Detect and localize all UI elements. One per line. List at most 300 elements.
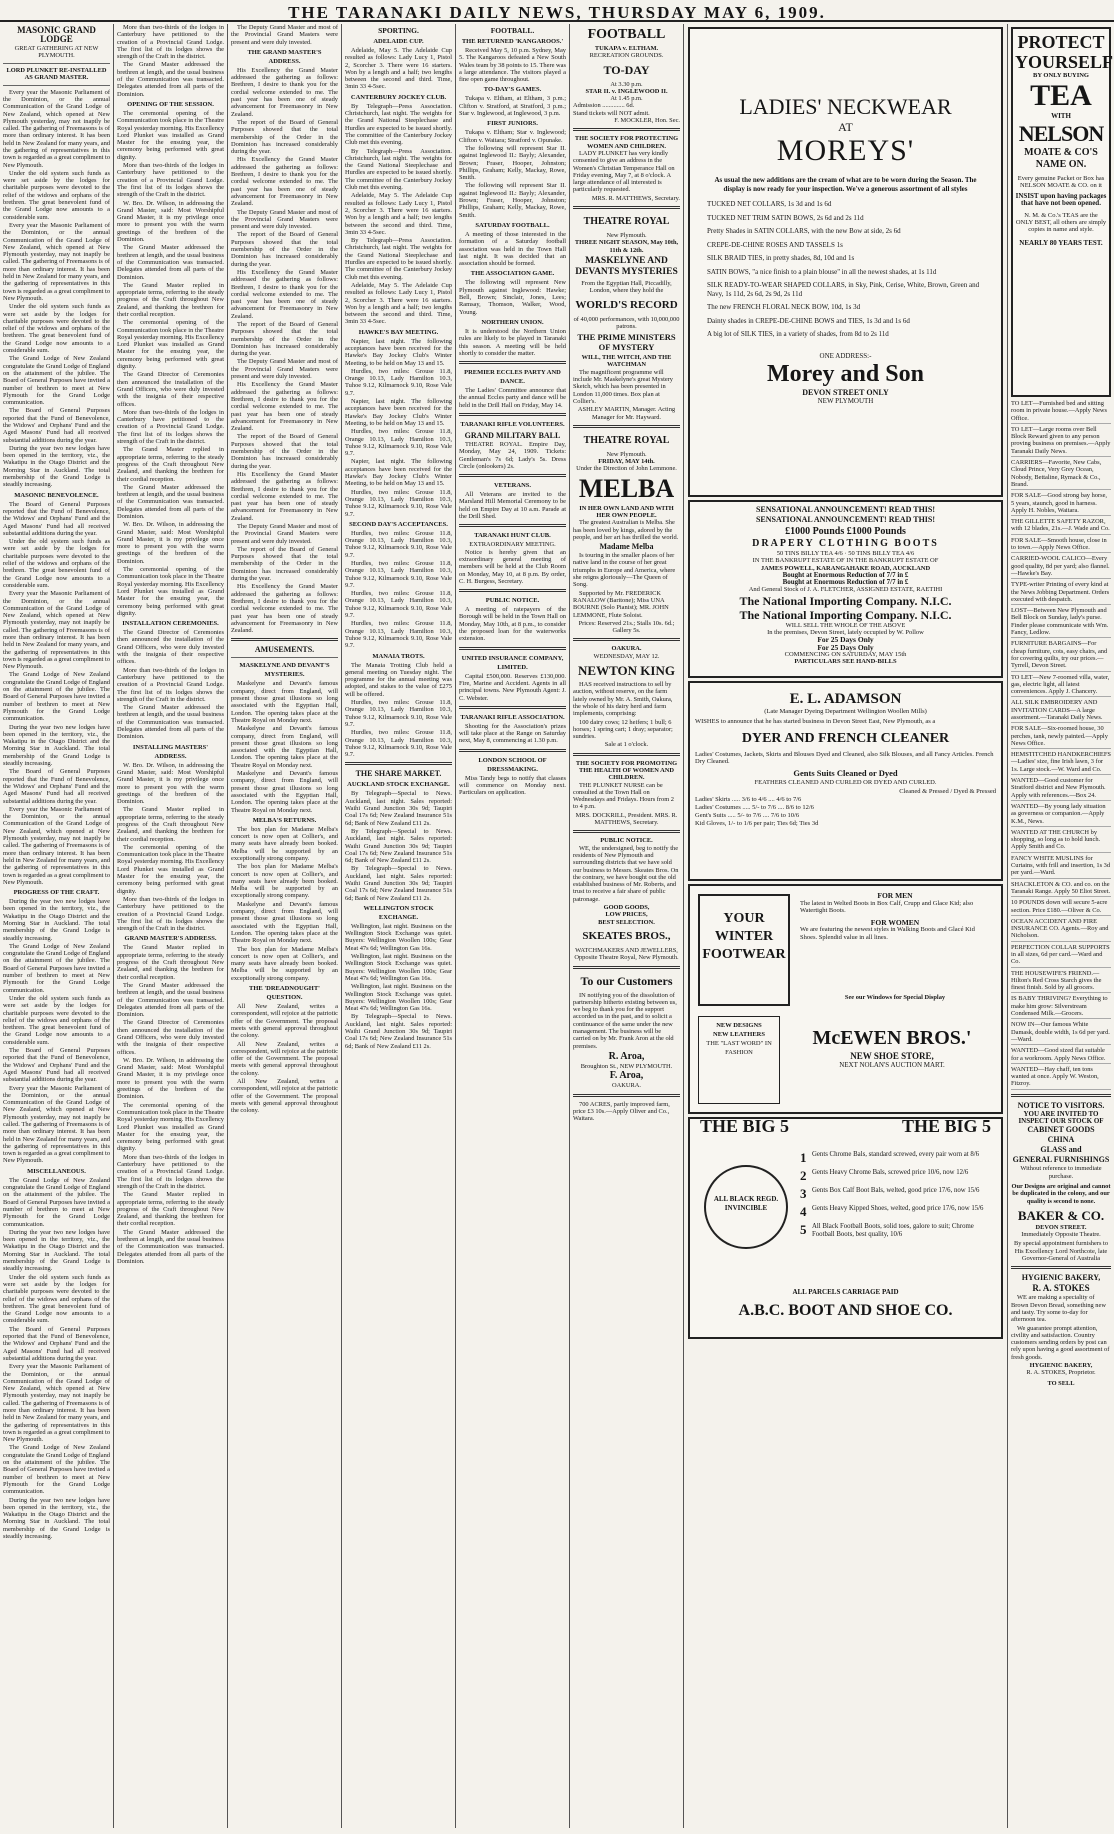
ad-line: DRAPERY CLOTHING BOOTS [752, 538, 939, 549]
ad-line: BEST SELECTION. [598, 918, 655, 926]
ad-line: Admission .............. 6d. [573, 102, 635, 110]
paragraph: The Grand Lodge of New Zealand congratulate the Grand Lodge of England on the attainment of the jubilee. The Board of General Purposes have invited a number of brethren to meet at New Plymouth for the Grand Lodge communication. [3, 671, 110, 723]
paragraph: The ceremonial opening of the Communication took place in the Theatre Royal yesterday morning. His Excellency Lord Plunket was installed as Grand Master for the ensuing year, the ceremony being performed with great dignity. [117, 566, 224, 617]
column-display-ads [684, 24, 1007, 1828]
ad-line: Prices: Reserved 21s.; Stalls 10s. 6d.; Gallery 5s. [578, 619, 675, 635]
classified-ad: PERFECTION COLLAR SUPPORTS in all sizes, 6d per card.—Ward and Co. [1011, 944, 1111, 968]
ad-line: We are featuring the newest styles in Walking Boots and Glacé Kid Shoes. Splendid value in all lines. [800, 926, 975, 941]
paragraph: The Grand Director of Ceremonies then announced the installation of the Grand Officers, who were duly invested with the insignia of their respective offices. [117, 371, 224, 408]
ad-nelson-tea [1011, 27, 1114, 397]
paragraph: His Excellency the Grand Master addressed the gathering as follows: Brethren, I desire to thank you for the cordial welcome extended to me. The past year has been one of steady advancement for Freemasonry in New Zealand. [231, 156, 338, 208]
price-row: Ladies' Costumes ..... 5/- to 7/6 .... 8/6 to 12/6 [695, 803, 814, 811]
paragraph: The Deputy Grand Master and most of the Provincial Grand Masters were present and were duly invested. [231, 358, 338, 381]
ad-heading-prime-ministers: THE PRIME MINISTERS OF MYSTERY [577, 332, 676, 353]
notice-heading: UNITED INSURANCE COMPANY, LIMITED. [461, 654, 564, 671]
section-heading: HAWKE'S BAY MEETING. [358, 328, 439, 336]
classified-ad: TO LET—Large rooms over Bell Block Reward given to any person proving business on premises.—Apply Taranaki Daily News. [1011, 426, 1111, 457]
ad-line: As usual the new additions are the cream of what are to be worn during the Season. The display is now ready for your inspection. We've a generous assortment of all styles [714, 176, 977, 193]
paragraph: The ceremonial opening of the Communication took place in the Theatre Royal yesterday morning. His Excellency Lord Plunket was installed as Grand Master for the ensuing year, the ceremony being performed with great dignity. [117, 843, 224, 895]
big5-number: 4 [800, 1204, 807, 1219]
ad-line: FOR MEN [877, 891, 913, 900]
paragraph: Hurdles, two miles: Grouse 11.8, Orange 10.13, Lady Hamilton 10.3, Tuhoe 9.12, Kilmarnock 9.10, Rose Vale 9.7. [345, 699, 452, 728]
classified-ad: ALL SILK EMBROIDERY AND INVITATION CARDS—A large assortment.—Taranaki Daily News. [1011, 699, 1111, 723]
section-heading: CANTERBURY JOCKEY CLUB. [350, 93, 447, 101]
ad-line: GLASS and [1040, 1145, 1082, 1155]
paragraph: During the year two new lodges have been opened in the territory, viz., the Wakatipu in the Otago District and the Morning Star in Auckland. The total membership of the Grand Lodge is steadily increasing. [3, 723, 110, 768]
section-heading-sporting: SPORTING. [378, 26, 419, 35]
ad-line: HYGIENIC BAKERY, [1029, 1361, 1093, 1369]
column-classifieds [1008, 24, 1114, 1828]
ad-heading: LADIES' NECKWEAR [739, 94, 952, 119]
paragraph: The Grand Master addressed the brethren at length, and the usual business of the Communication was transacted. Delegates attended from all parts of the Dominion. [117, 1228, 224, 1265]
notice-subheading: EXTRAORDINARY MEETING. [469, 541, 556, 549]
paragraph: Under the old system such funds as were set aside by the lodges for charitable purposes were devoted to the relief of the widows and orphans of the brethren. The great benevolent fund of the Grand Lodge now amounts to a considerable sum. [3, 994, 110, 1046]
big5-list [800, 1151, 995, 1243]
classified-ad: FOR SALE—Six-roomed house, 30 perches, tank, newly painted.—Apply News Office. [1011, 725, 1111, 749]
ad-heading-football: FOOTBALL [587, 27, 666, 42]
paragraph: Maskelyne and Devant's famous company, direct from England, will present those great illusions so long associated with the Egyptian Hall, London. The opening takes place at the Theatre Royal on Monday next. [231, 725, 338, 769]
ad-heading-today: TO-DAY [603, 62, 650, 77]
ad-line: COMMENCING ON SATURDAY, MAY 15th [784, 650, 907, 658]
ad-line: WILL SELL THE WHOLE OF THE ABOVE [785, 621, 906, 629]
paragraph: By Telegraph—Special to News. Auckland, last night. Sales reported: Waihi Grand Junction 30s 9d; Taupiri Coal 17s 6d; New Zealand Insurance 51s 6d; Bank of New Zealand £11 2s. [345, 865, 452, 902]
column-amusement-ads [570, 24, 683, 1828]
paragraph: 700 ACRES, partly improved farm, price £3 10s.—Apply Oliver and Co., Waitara. [573, 1100, 670, 1123]
masthead [0, 0, 1114, 22]
ad-heading-large: DYER AND FRENCH CLEANER [741, 730, 950, 746]
ad-heading-record: WORLD'S RECORD [575, 298, 678, 311]
neckwear-item: SILK BRAID TIES, in pretty shades, 8d, 10d and 1s [707, 254, 855, 262]
article-subtitle: LORD PLUNKET RE-INSTALLED AS GRAND MASTER. [6, 66, 107, 82]
paragraph: During the year two new lodges have been opened in the territory, viz., the Wakatipu in the Otago District and the Morning Star in Auckland. The total membership of the Grand Lodge is steadily increasing. [3, 1228, 110, 1273]
notice-heading: TARANAKI RIFLE VOLUNTEERS. [460, 420, 565, 428]
ad-heading: THE BIG 5 [700, 1116, 790, 1136]
ad-line: 50 TINS BILLY TEA 4/6 · 50 TINS BILLY TEA 4/6 [776, 550, 915, 557]
paragraph: THEATRE ROYAL. Empire Day, Monday, May 24, 1909. Tickets: Gentleman's 7s 6d; Lady's 5s. Dress Circle (onlookers) 2s. [459, 440, 566, 470]
ad-line: WITH [1051, 112, 1071, 121]
paragraph: More than two-thirds of the lodges in Canterbury have petitioned to the creation of a Provincial Grand Lodge. The first list of its lodges shows the strength of the Craft in the district. [117, 408, 224, 446]
paragraph: Under the old system such funds as were set aside by the lodges for charitable purposes were devoted to the relief of the widows and orphans of the brethren. The great benevolent fund of the Grand Lodge now amounts to a considerable sum. [3, 1273, 110, 1325]
section-heading: INSTALLING MASTERS' ADDRESS. [132, 743, 209, 760]
paragraph: Adelaide, May 5. The Adelaide Cup resulted as follows: Lady Lucy 1, Pistol 2, Scorcher 3. There were 16 starters. Won by a length and a half; two lengths between the second and third. Time, 3min 33 4-5sec. [345, 281, 452, 326]
paragraph: The ceremonial opening of the Communication took place in the Theatre Royal yesterday morning. His Excellency Lord Plunket was installed as Grand Master for the ensuing year, the ceremony being performed with great dignity. [117, 1101, 224, 1153]
masthead-title: THE TARANAKI DAILY NEWS, THURSDAY MAY 6, 1909. [288, 3, 826, 22]
ad-line: Bought at Enormous Reduction of 7/7 in £ [782, 578, 909, 587]
ad-line: INSIST upon having packages that have not been opened. [1015, 192, 1107, 208]
price-row: Ladies' Skirts ..... 3/6 to 4/6 .... 4/6 to 7/6 [695, 795, 802, 803]
ad-store-name: Morey and Son [767, 360, 924, 387]
ad-heading: THE SOCIETY FOR PROMOTING THE HEALTH OF WOMEN AND CHILDREN. [575, 759, 678, 782]
paragraph: The Grand Lodge of New Zealand congratulate the Grand Lodge of England on the attainment of the jubilee. The Board of General Purposes have invited a number of brethren to meet at New Plymouth for the Grand Lodge communication. [3, 1444, 110, 1496]
ad-heading: THE SOCIETY FOR PROTECTING WOMEN AND CHILDREN. [574, 135, 679, 150]
paragraph: The Manaia Trotting Club held a general meeting on Tuesday night. The programme for the annual meeting was adopted, and stakes to the value of £275 will be offered. [345, 661, 452, 698]
ad-line: ONE ADDRESS:- [819, 351, 872, 360]
paragraph: The following will represent New Plymouth against Inglewood: Hawke; Bell, Brown; Sinclair, Jones, Lees; Ramsay, Thomson, Walker, Wood, Young. [459, 279, 566, 316]
ad-line: R. A. STOKES, Proprietor. [1026, 1369, 1096, 1377]
article-subtitle: GREAT GATHERING AT NEW PLYMOUTH. [14, 45, 99, 60]
big5-item [800, 1169, 995, 1183]
notice-heading: PREMIER ECCLES PARTY AND DANCE. [464, 369, 561, 386]
paragraph: All Veterans are invited to the Marsland Hill Memorial Ceremony to be held on Empire Day at 10 a.m. Parade at the Drill Shed. [459, 491, 566, 521]
ad-line: FEATHERS CLEANED AND CURLED OR DYED AND CURLED. [754, 779, 937, 787]
big5-item-text: Gents Chrome Bals, standard screwed, every pair worn at 8/6 [812, 1151, 980, 1158]
ad-line: WEDNESDAY, MAY 12. [593, 652, 660, 660]
classified-ad: TYPE-writer Printing of every kind at the News Jobbing Department. Orders executed with despatch. [1011, 581, 1111, 605]
section-heading: MELBA'S RETURNS. [252, 816, 317, 824]
paragraph: The Grand Master replied in appropriate terms, referring to the steady progress of the Craft throughout New Zealand, and thanking the brethren for their cordial reception. [117, 281, 224, 318]
classified-ad: THE HOUSEWIFE'S FRIEND.—Hilton's Red Cross Starch gives the finest finish. Sold by all grocers. [1011, 970, 1111, 994]
paragraph: Hurdles, two miles: Grouse 11.8, Orange 10.13, Lady Hamilton 10.3, Tuhoe 9.12, Kilmarnock 9.10, Rose Vale 9.7. [345, 590, 452, 620]
neckwear-item: TUCKED NET TRIM SATIN BOWS, 2s 6d and 2s 11d [707, 213, 864, 222]
section-heading: MASONIC BENEVOLENCE. [14, 491, 99, 499]
classified-ad: FURNITURE BARGAINS—For cheap furniture, cots, easy chairs, and for covering quilts, try our prices.—Tyrrell, Devon Street. [1011, 640, 1111, 671]
paragraph: The greatest Australian is Melba. She has been loved by kings, adored by the people, and her art has thrilled the world. [573, 519, 679, 541]
ad-line: THE "LAST WORD" IN FASHION [706, 1040, 772, 1056]
paragraph: More than two-thirds of the lodges in Canterbury have petitioned to the creation of a Provincial Grand Lodge. The first list of its lodges shows the strength of the Craft in the district. [117, 895, 224, 933]
neckwear-item: SATIN BOWS, "a nice finish to a plain blouse" in all the newest shades, at 1s 11d [707, 267, 937, 276]
paragraph: The Grand Master addressed the brethren at length, and the usual business of the Communication was transacted. Delegates attended from all parts of the Dominion. [117, 61, 224, 98]
section-heading-share-market: THE SHARE MARKET. [355, 769, 442, 779]
ad-line: FOOTWEAR [702, 947, 786, 962]
paragraph: Napier, last night. The following acceptances have been received for the Hawke's Bay Jockey Club's Winter Meeting, to be held on May 13 and 15. [345, 398, 452, 427]
big5-item [800, 1205, 995, 1219]
column-sporting [342, 24, 455, 1828]
section-heading: SATURDAY FOOTBALL. [475, 221, 550, 229]
ad-abc-boot [688, 1117, 1003, 1339]
ad-line: From the Egyptian Hall, Piccadilly, London, where they hold the [581, 279, 672, 295]
big5-item-text: Gents Box Calf Boot Bals, welted, good price 17/6, now 15/6 [812, 1187, 980, 1194]
paragraph: The box plan for Madame Melba's concert is now open at Collier's, and many seats have already been booked. Melba will be supported by an exceptionally strong company. [231, 945, 338, 982]
paragraph: Adelaide, May 5. The Adelaide Cup resulted as follows: Lady Lucy 1, Pistol 2, Scorcher 3. There were 16 starters. Won by a length and a half; two lengths between the second and third. Time, 3min 33 4-5sec. [345, 192, 452, 236]
paragraph: The Grand Lodge of New Zealand congratulate the Grand Lodge of England on the attainment of the jubilee. The Board of General Purposes have invited a number of brethren to meet at New Plymouth for the Grand Lodge communication. [3, 355, 110, 407]
paragraph: The Grand Master replied in appropriate terms, referring to the steady progress of the Craft throughout New Zealand, and thanking the brethren for their cordial reception. [117, 1191, 224, 1228]
section-heading: OPENING OF THE SESSION. [127, 100, 214, 108]
paragraph: Miss Tandy begs to notify that classes will commence on Monday next. Particulars on application. [459, 774, 566, 797]
paragraph: Every year the Masonic Parliament of the Dominion, or the annual Communication of the Grand Lodge of New Zealand, which opened at New Plymouth yesterday, may not inaptly be called. The gathering of Freemasons is of more than ordinary interest. It has been held in New Zealand for many years, and the gathering of representatives in this town is regarded as a great compliment to New Plymouth. [3, 805, 111, 886]
ad-heading: SENSATIONAL ANNOUNCEMENT! READ THIS! [755, 505, 936, 514]
ad-line: Immediately Opposite Theatre. [1021, 1231, 1101, 1239]
neckwear-item: Pretty Shades in SATIN COLLARS, with the new Bow at side, 2s 6d [707, 227, 901, 235]
ad-line: NEW LEATHERS [713, 1031, 765, 1038]
invincible-seal-icon [704, 1165, 788, 1249]
paragraph: Hurdles, two miles: Grouse 11.8, Orange 10.13, Lady Hamilton 10.3, Tuhoe 9.12, Kilmarnock 9.10, Rose Vale 9.7. [345, 620, 452, 650]
paragraph: Napier, last night. The following acceptances have been received for the Hawke's Bay Jockey Club's Winter Meeting, to be held on May 13 and 15. [345, 458, 452, 488]
classified-list [1011, 400, 1111, 1090]
ad-moreys-neckwear [688, 27, 1003, 497]
paragraph: W. Bro. Dr. Wilson, in addressing the Grand Master, said: Most Worshipful Grand Master, it is my privilege once more to present you with the warm greetings of the brethren of the Dominion. [117, 1056, 224, 1101]
ad-line: NEW SHOE STORE, [850, 1051, 934, 1061]
paragraph: Wellington, last night. Business on the Wellington Stock Exchange was quiet. Buyers: Wellington Woollen 100s; Gear Meat 47s 6d; Wellington Gas 16s. [345, 983, 452, 1013]
ad-national-importing [688, 500, 1003, 678]
classified-ad: FANCY WHITE MUSLINS for Curtains, with frill and insertion, 1s 3d per yard.—Ward. [1011, 855, 1111, 879]
paragraph: Hurdles, two miles: Grouse 11.8, Orange 10.13, Lady Hamilton 10.3, Tuhoe 9.12, Kilmarnock 9.10, Rose Vale 9.7. [345, 367, 452, 397]
ad-heading-maskelyne: MASKELYNE AND DEVANTS MYSTERIES [575, 255, 678, 277]
ad-heading: PUBLIC NOTICE. [600, 837, 653, 845]
section-heading: THE GRAND MASTER'S ADDRESS. [247, 48, 322, 65]
footwear-details [800, 892, 990, 941]
ad-heading: HYGIENIC BAKERY, [1021, 1273, 1101, 1283]
paragraph: Adelaide, May 5. The Adelaide Cup resulted as follows: Lady Lucy 1, Pistol 2, Scorcher 3. There were 16 starters. Won by a length and a half; two lengths between the second and third. Time, 3min 33 4-5sec. [345, 47, 452, 91]
paragraph: A meeting of ratepayers of the Borough will be held in the Town Hall on Monday, May 10th, at 8 p.m., to consider the proposed loan for the waterworks extension. [459, 606, 566, 643]
ad-heading-melba: MELBA [578, 473, 675, 503]
ad-store-name: McEWEN BROS.' [812, 1027, 972, 1049]
ad-line: FRIDAY, MAY 14th. [598, 458, 655, 466]
paragraph: Every year the Masonic Parliament of the Dominion, or the annual Communication of the Grand Lodge of New Zealand, which opened at New Plymouth yesterday, may not inaptly be called. The gathering of Freemasons is of more than ordinary interest. It has been held in New Zealand for many years, and the gathering of representatives in this town is regarded as a great compliment to New Plymouth. [3, 590, 111, 671]
paragraph: Shooting for the Association's prizes will take place at the Range on Saturday next, May 8, commencing at 1.30 p.m. [459, 722, 566, 745]
paragraph: W. Bro. Dr. Wilson, in addressing the Grand Master, said: Most Worshipful Grand Master, it is my privilege once more to present you with the warm greetings of the brethren of the Dominion. [117, 199, 224, 244]
ad-heading-newton-king: NEWTON KING [578, 663, 675, 679]
paragraph: Hurdles, two miles: Grouse 11.8, Orange 10.13, Lady Hamilton 10.3, Tuhoe 9.12, Kilmarnock 9.10, Rose Vale 9.7. [345, 560, 452, 589]
ad-heading: SENSATIONAL ANNOUNCEMENT! READ THIS! [755, 515, 936, 524]
ad-signature: ASHLEY MARTIN, Manager. Acting Manager for Mr. Hayward. [577, 406, 676, 421]
neckwear-item: A big lot of SILK TIES, in a variety of shades, from 8d to 2s 11d [707, 330, 889, 338]
neckwear-item: CREPE-DE-CHINE ROSES AND TASSELS 1s [707, 240, 843, 249]
paragraph: Napier, last night. The following acceptances have been received for the Hawke's Bay Jockey Club's Winter Meeting, to be held on May 13 and 15. [345, 337, 452, 367]
ad-line: Ladies' Costumes, Jackets, Skirts and Blouses Dyed and Cleaned, also Silk Blouses, and all Fancy Articles. French Dry Cleaned. [695, 750, 994, 765]
ad-line: At 3.30 p.m. [610, 80, 643, 88]
paragraph: IN notifying you of the dissolution of partnership hitherto existing between us, we beg to thank you for the support accorded us in the past, and to solicit a continuance of the same under the new management. The business will be carried on by Mr. Frank Aron at the old premises. [573, 991, 677, 1050]
ad-line: YOUR [723, 911, 765, 926]
ad-heading-skeates: SKEATES BROS., [582, 929, 671, 942]
big5-item-text: Gents Heavy Chrome Bals, screwed price 10/6, now 12/6 [812, 1169, 969, 1176]
ad-heading: OAKURA. [611, 645, 642, 653]
ad-line: CHINA [1047, 1135, 1075, 1145]
paragraph: By Telegraph—Special to News. Auckland, last night. Sales reported: Waihi Grand Junction 30s 9d; Taupiri Coal 17s 6d; New Zealand Insurance 51s 6d; Bank of New Zealand £11 2s. [345, 827, 452, 865]
big5-item [800, 1151, 995, 1165]
classified-ad: TO LET—New 7-roomed villa, water, gas, electric light, all latest conveniences. Apply J. Chancery. [1011, 674, 1111, 698]
paragraph: The Board of General Purposes reported that the Fund of Benevolence, the Widows' and Orphans' Fund and the Aged Masons' Fund had all received substantial additions during the year. [3, 1047, 110, 1084]
ad-line: Every genuine Packet or Box has NELSON MOATE & CO. on it [1017, 174, 1105, 189]
paragraph: Under the old system such funds as were set aside by the lodges for charitable purposes were devoted to the relief of the widows and orphans of the brethren. The great benevolent fund of the Grand Lodge now amounts to a considerable sum. [3, 303, 110, 355]
big5-number: 1 [800, 1150, 807, 1165]
ad-line: DEVON STREET ONLY [802, 387, 889, 397]
paragraph: More than two-thirds of the lodges in Canterbury have petitioned to the creation of a Provincial Grand Lodge. The first list of its lodges shows the strength of the Craft in the district. [117, 666, 224, 703]
paragraph: The Grand Master replied in appropriate terms, referring to the steady progress of the Craft throughout New Zealand, and thanking the brethren for their cordial reception. [117, 446, 224, 483]
ad-line: In the premises, Devon Street, lately occupied by W. Pollow [767, 629, 924, 637]
big5-item [800, 1187, 995, 1201]
section-heading: MISCELLANEOUS. [27, 1167, 86, 1175]
paragraph: The Deputy Grand Master and most of the Provincial Grand Masters were present and were duly invested. [231, 24, 338, 46]
ad-heading-theatre: THEATRE ROYAL [583, 434, 670, 446]
paragraph: During the year two new lodges have been opened in the territory, viz., the Wakatipu in the Otago District and the Morning Star in Auckland. The total membership of the Grand Lodge is steadily increasing. [3, 1496, 110, 1541]
paragraph: Under the old system such funds as were set aside by the lodges for charitable purposes were devoted to the relief of the widows and orphans of the brethren. The great benevolent fund of the Grand Lodge now amounts to a considerable sum. [3, 169, 110, 221]
classified-ad: CARRIED-WOOL CALICO—Every good quality, 8d per yard; also flannel.—Hawke's Bay. [1011, 555, 1111, 579]
ad-line: And General Stock of J. A. FLETCHER, ASSIGNED ESTATE, RAETIHI [748, 586, 943, 594]
paragraph: The Deputy Grand Master and most of the Provincial Grand Masters were present and were duly invested. [231, 208, 338, 231]
ad-heading-customers: To our Customers [580, 973, 673, 988]
ad-signature: R. Aroa, [608, 1050, 645, 1062]
ad-line: WISHES to announce that he has started business in Devon Street East, New Plymouth, as a [695, 718, 936, 726]
paragraph: Supported by Mr. FREDERICK RANALOW (Baritone); Miss UNA BOURNE (Solo Pianist); MR. JOHN LEMMONE, Flute Soloist. [573, 589, 669, 619]
ad-line: NEARLY 80 YEARS TEST. [1019, 238, 1103, 247]
paragraph: Every year the Masonic Parliament of the Dominion, or the annual Communication of the Grand Lodge of New Zealand, which opened at New Plymouth yesterday, may not inaptly be called. The gathering of Freemasons is of more than ordinary interest. It has been held in New Zealand for many years, and the gathering of representatives in this town is regarded as a great compliment to New Plymouth. [3, 1363, 111, 1444]
classified-ad: TO LET—Furnished bed and sitting room in private house.—Apply News Office. [1011, 400, 1111, 424]
paragraph: Wellington, last night. Business on the Wellington Stock Exchange was quiet. Buyers: Wellington Woollen 100s; Gear Meat 47s 6d; Wellington Gas 16s. [345, 953, 452, 982]
ad-line: Sale at 1 o'clock. [604, 741, 649, 749]
classified-ad: NOW IN—Our famous White Damask, double width, 1s 6d per yard.—Ward. [1011, 1021, 1111, 1045]
section-heading: SECOND DAY'S ACCEPTANCES. [349, 520, 448, 528]
paragraph: The report of the Board of General Purposes showed that the total membership of the Order in the Dominion has increased considerably during the year. [231, 118, 338, 156]
ad-line: FOR WOMEN [870, 917, 920, 927]
price-list [695, 796, 996, 828]
paragraph: The Board of General Purposes reported that the Fund of Benevolence, the Widows' and Orphans' Fund and the Aged Masons' Fund had all received substantial additions during the year. [3, 1325, 110, 1362]
section-heading: THE 'DREADNOUGHT' QUESTION. [249, 985, 320, 1002]
paragraph: Tukapa v. Eltham; Star v. Inglewood; Clifton v. Waitara; Stratford v. Opunake. [459, 129, 566, 144]
notice-heading: VETERANS. [493, 482, 532, 490]
neckwear-item-list [695, 200, 996, 339]
paragraph: The report of the Board of General Purposes showed that the total membership of the Order in the Dominion has increased considerably during the year. [231, 433, 338, 470]
paragraph: Wellington, last night. Business on the Wellington Stock Exchange was quiet. Buyers: Wellington Woollen 100s; Gear Meat 47s 6d; Wellington Gas 16s. [345, 922, 452, 952]
paragraph: The Grand Director of Ceremonies then announced the installation of the Grand Officers, who were duly invested with the insignia of their respective offices. [117, 629, 224, 666]
notice-heading-large: GRAND MILITARY BALL [464, 430, 561, 440]
classified-ad: CARRIERS—Favorite, New Cabs, Cloud Prince, Very Grey Ocean, Nobody, Bettaline, Rymack & Co., Brand. [1011, 459, 1111, 490]
neckwear-item: Dainty shades in CREPE-DE-CHINE BOWS and TIES, 1s 3d and 1s 6d [707, 316, 910, 325]
ad-line: £1000 Pounds £1000 Pounds [785, 526, 906, 537]
ad-line: ALL PARCELS CARRIAGE PAID [792, 1288, 899, 1296]
neckwear-item: The new FRENCH FLORAL NECK BOW, 10d, 1s 3d [707, 303, 861, 311]
ad-line: Madame Melba [599, 542, 654, 552]
paragraph: Hurdles, two miles: Grouse 11.8, Orange 10.13, Lady Hamilton 10.3, Tuhoe 9.12, Kilmarnock 9.10, Rose Vale 9.7. [345, 529, 452, 559]
paragraph: The box plan for Madame Melba's concert is now open at Collier's, and many seats have already been booked. Melba will be supported by an exceptionally strong company. [231, 825, 338, 862]
paragraph: All New Zealand, writes a correspondent, will rejoice at the patriotic offer of the Government. The proposal meets with general approval throughout the colony. [231, 1040, 338, 1077]
paragraph: By Telegraph—Press Association. Christchurch, last night. The weights for the Grand National Steeplechase and Hurdles are expected to be issued shortly. The committee of the Canterbury Jockey Club met this evening. [345, 102, 452, 147]
paragraph: By Telegraph—Press Association. Christchurch, last night. The weights for the Grand National Steeplechase and Hurdles are expected to be issued shortly. The committee of the Canterbury Jockey Club met this evening. [345, 147, 452, 192]
classified-ad: THE GILLETTE SAFETY RAZOR, with 12 blades, 21s.—J. Wade and Co. [1011, 518, 1111, 535]
paragraph: His Excellency the Grand Master addressed the gathering as follows: Brethren, I desire to thank you for the cordial welcome extended to me. The past year has been one of steady advancement for Freemasonry in New Zealand. [231, 268, 338, 320]
classified-ad: WANTED—By young lady situation as governess or companion.—Apply K.M., News. [1011, 803, 1111, 827]
ad-line: NEW DESIGNS [716, 1022, 762, 1029]
ad-line: NAME ON. [1035, 158, 1087, 170]
paragraph: WE, the undersigned, beg to notify the residents of New Plymouth and surrounding districts that we have sold our business to Messrs. Skeates Bros. On the contrary, we have bought out the old established business of Mr. Roberts, and trust to receive a fair share of public patronage. [573, 844, 679, 903]
section-heading: WELLINGTON STOCK EXCHANGE. [363, 904, 434, 921]
winter-footwear-box [698, 894, 790, 1006]
ad-signature: MRS. R. MATTHEWS, Secretary. [591, 194, 680, 202]
paragraph: More than two-thirds of the lodges in Canterbury have petitioned to the creation of a Provincial Grand Lodge. The first list of its lodges shows the strength of the Craft in the district. [117, 1153, 224, 1190]
section-heading: PROGRESS OF THE CRAFT. [13, 889, 100, 897]
ad-line: TO SELL [1047, 1379, 1075, 1387]
paragraph: Hurdles, two miles: Grouse 11.8, Orange 10.13, Lady Hamilton 10.3, Tuhoe 9.12, Kilmarnock 9.10, Rose Vale 9.7. [345, 729, 452, 759]
classified-ad: 10 POUNDS down will secure 5-acre section. Price £180.—Oliver & Co. [1011, 899, 1111, 916]
ad-line: Cleaned & Pressed / Dyed & Pressed [899, 788, 996, 796]
ad-line: (Late Manager Dyeing Department Wellington Woollen Mills) [764, 708, 927, 715]
paragraph: The Grand Master addressed the brethren at length, and the usual business of the Communication was transacted. Delegates attended from all parts of the Dominion. [117, 483, 224, 520]
section-heading: TO-DAY'S GAMES. [483, 86, 542, 94]
seal-text: ALL BLACK REGD. INVINCIBLE [713, 1195, 779, 1212]
paragraph: The Board of General Purposes reported that the Fund of Benevolence, the Widows' and Orphans' Fund and the Aged Masons' Fund had all received substantial additions during the year. [3, 500, 110, 537]
ad-line: STAR II. v. INGLEWOOD II. [585, 87, 668, 95]
paragraph: LADY PLUNKET has very kindly consented to give an address in the Women's Christian Temperance Hall on Friday evening, May 7, at 8 o'clock. A large attendance of all interested is particularly requested. [573, 149, 675, 194]
paragraph: A meeting of those interested in the formation of a Saturday football association was held in the Town Hall last night. It was decided that an association should be formed. [459, 230, 566, 268]
paragraph: It is understood the Northern Union rules are likely to be played in Taranaki this season. A meeting will be held shortly to consider the matter. [459, 327, 566, 357]
ad-heading-theatre: THEATRE ROYAL [583, 216, 670, 228]
ad-signature: MRS. DOCKRILL, President. MRS. R. MATTHEWS, Secretary. [575, 811, 678, 827]
ad-line: Under the Direction of John Lemmone. [576, 465, 677, 473]
paragraph: Every year the Masonic Parliament of the Dominion, or the annual Communication of the Grand Lodge of New Zealand, which opened at New Plymouth yesterday, may not inaptly be called. The gathering of Freemasons is of more than ordinary interest. It has been held in New Zealand for many years, and the gathering of representatives in this town is regarded as a great compliment to New Plymouth. [3, 221, 111, 302]
ad-line: For 25 Days Only [817, 635, 874, 645]
section-heading: THE RETURNED 'KANGAROOS.' [461, 38, 564, 45]
paragraph: The following will represent Star II. against Inglewood II.: Bayly; Alexander, Brown; Fraser, Hooper, Johnston; Phillips, Graham; Kelly, Mackay, Rowe, Smith. [459, 182, 566, 219]
ad-line: N. M. & Co.'s TEAS are the ONLY BEST, all others are simply copies in name and style. [1015, 211, 1107, 234]
classified-ad: WANTED—Good sized flat suitable for a workroom. Apply News Office. [1011, 1047, 1111, 1064]
ad-line: IN THE BANKRUPT ESTATE OF IN THE BANKRUPT ESTATE OF [752, 557, 939, 565]
paragraph: Maskelyne and Devant's famous company, direct from England, will present those great illusions so long associated with the Egyptian Hall, London. The opening takes place at the Theatre Royal on Monday next. [231, 770, 338, 814]
section-heading: ADELAIDE CUP. [373, 38, 424, 45]
classified-ad: OCEAN ACCIDENT AND FIRE INSURANCE CO. Agents.—Roy and Nicholson. [1011, 918, 1111, 942]
ad-line: YOU ARE INVITED TO INSPECT OUR STOCK OF [1018, 1109, 1104, 1126]
paragraph: Is touring in the smaller places of her native land in the course of her great triumphs in Europe and America, where she reigns gloriously—The Queen of Song. [573, 552, 676, 589]
ad-line: R. A. STOKES [1032, 1283, 1090, 1294]
paragraph: HAS received instructions to sell by auction, without reserve, on the farm lately owned by Mr. A. Smith, Oakura, the whole of his dairy herd and farm implements, comprising: [573, 681, 673, 718]
ad-line: CABINET GOODS [1027, 1125, 1095, 1135]
ad-line: At 1.45 p.m. [610, 95, 643, 103]
column-masonic-continued [114, 24, 227, 1828]
paragraph: More than two-thirds of the lodges in Canterbury have petitioned to the creation of a Provincial Grand Lodge. The first list of its lodges shows the strength of the Craft in the district. [117, 24, 224, 61]
ad-line: JAMES POWELL, KARANGAHAKE ROAD, AUCKLAND [760, 564, 931, 572]
ad-line: GOOD GOODS, [603, 904, 650, 912]
classified-ad: WANTED AT THE CHURCH by shopping, so long as to hold lunch. Apply Smith and Co. [1011, 829, 1111, 853]
classified-ad: WANTED—Good customer for Stratford district and New Plymouth. Apply with references.—Box 24. [1011, 777, 1111, 801]
ad-line: The latest in Welted Boots in Box Calf, Crupp and Glace Kid; also Watertight Boots. [800, 899, 974, 914]
column-masonic-lodge [0, 24, 113, 1828]
ad-line: New Plymouth. [606, 232, 647, 240]
ad-store-name: BAKER & CO. [1017, 1207, 1105, 1223]
paragraph: More than two-thirds of the lodges in Canterbury have petitioned to the creation of a Provincial Grand Lodge. The first list of its lodges shows the strength of the Craft in the district. [117, 162, 224, 199]
paragraph: The Grand Master addressed the brethren at length, and the usual business of the Communication was transacted. Delegates attended from all parts of the Dominion. [117, 244, 224, 281]
ad-line: Our Designs are original and cannot be duplicated in the colony, and our quality is second to none. [1011, 1182, 1111, 1205]
ad-line: Gents Suits Cleaned or Dyed [793, 768, 898, 779]
paragraph: W. Bro. Dr. Wilson, in addressing the Grand Master, said: Most Worshipful Grand Master, it is my privilege once more to present you with the warm greetings of the brethren of the Dominion. [117, 521, 224, 565]
ad-line: RECREATION GROUNDS. [589, 52, 664, 60]
section-heading: AUCKLAND STOCK EXCHANGE. [347, 781, 450, 789]
notice-heading: TARANAKI HUNT CLUB. [474, 532, 551, 540]
classified-ad: IS BABY THRIVING? Everything to make him grow: Silverstream Condensed Milk.—Grocers. [1011, 995, 1111, 1019]
paragraph: The Ladies' Committee announce that the annual Eccles party and dance will be held in the Drill Hall on Friday, May 14. [459, 387, 566, 409]
notice-heading: LONDON SCHOOL OF DRESSMAKING. [478, 756, 547, 773]
paragraph: The Grand Master addressed the brethren at length, and the usual business of the Communication was transacted. Delegates attended from all parts of the Dominion. [117, 704, 224, 741]
ad-signature: F. Aroa, [609, 1070, 644, 1082]
section-heading: THE ASSOCIATION GAME. [470, 270, 555, 278]
price-row: Kid Gloves, 1/- to 1/6 per pair; Ties 6d; Ties 3d [695, 819, 819, 827]
paragraph: Under the old system such funds as were set aside by the lodges for charitable purposes were devoted to the relief of the widows and orphans of the brethren. The great benevolent fund of the Grand Lodge now amounts to a considerable sum. [3, 538, 110, 589]
ad-line: THREE NIGHT SEASON, May 10th, 11th & 12th. [574, 239, 679, 254]
ad-line: BY ONLY BUYING [1033, 72, 1089, 79]
ad-line: Without reference to immediate purchase. [1020, 1165, 1102, 1180]
paragraph: The ceremonial opening of the Communication took place in the Theatre Royal yesterday morning. His Excellency Lord Plunket was installed as Grand Master for the ensuing year, the ceremony being performed with great dignity. [117, 319, 224, 371]
big5-item-text: All Black Football Boots, solid toes, galore to suit; Chrome Football Boots, best quality, 10/6 [812, 1223, 974, 1238]
big5-number: 2 [800, 1168, 807, 1183]
ad-heading-large: The National Importing Company. N.I.C. [739, 607, 952, 622]
column-football-notices [456, 24, 569, 1828]
paragraph: Received May 5, 10 p.m. Sydney, May 5. The Kangaroos defeated a New South Wales team by 38 points to 15. There was a large attendance. The visitors played a fine open game throughout. [459, 47, 566, 84]
paragraph: THE PLUNKET NURSE can be consulted at the Town Hall on Wednesdays and Fridays. Hours from 2 to 4 p.m. [573, 781, 675, 811]
paragraph: Every year the Masonic Parliament of the Dominion, or the annual Communication of the Grand Lodge of New Zealand, which opened at New Plymouth yesterday, may not inaptly be called. The gathering of Freemasons is of more than ordinary interest. It has been held in New Zealand for many years, and the gathering of representatives in this town is regarded as a great compliment to New Plymouth. [3, 88, 111, 169]
section-heading: GRAND MASTER'S ADDRESS. [124, 935, 217, 943]
ad-line: See our Windows for Special Display [844, 994, 946, 1001]
paragraph: Every year the Masonic Parliament of the Dominion, or the annual Communication of the Grand Lodge of New Zealand, which opened at New Plymouth yesterday, may not inaptly be called. The gathering of Freemasons is of more than ordinary interest. It has been held in New Zealand for many years, and the gathering of representatives in this town is regarded as a great compliment to New Plymouth. [3, 1084, 111, 1165]
classified-ad: HEMSTITCHED HANDKERCHIEFS—Ladies' size, fine Irish lawn, 3 for 1s. Large stock.—W. Ward and Co. [1011, 751, 1111, 775]
paragraph: His Excellency the Grand Master addressed the gathering as follows: Brethren, I desire to thank you for the cordial welcome extended to me. The past year has been one of steady advancement for Freemasonry in New Zealand. [231, 66, 338, 118]
paragraph: During the year two new lodges have been opened in the territory, viz., the Wakatipu in the Otago District and the Morning Star in Auckland. The total membership of the Grand Lodge is steadily increasing. [3, 898, 110, 942]
ad-signature: F. MOCKLER, Hon. Sec. [614, 117, 680, 125]
section-heading: NORTHERN UNION. [481, 318, 544, 326]
paragraph: WE are making a speciality of Brown Devon Bread, something new and tasty. Try some to-day for afternoon tea. [1011, 1294, 1106, 1324]
paragraph: The report of the Board of General Purposes showed that the total membership of the Order in the Dominion has increased considerably during the year. [231, 545, 338, 583]
paragraph: Hurdles, two miles: Grouse 11.8, Orange 10.13, Lady Hamilton 10.3, Tuhoe 9.12, Kilmarnock 9.10, Rose Vale 9.7. [345, 488, 452, 518]
paragraph: The Grand Lodge of New Zealand congratulate the Grand Lodge of England on the attainment of the jubilee. The Board of General Purposes have invited a number of brethren to meet at New Plymouth for the Grand Lodge communication. [3, 1176, 110, 1228]
paragraph: Notice is hereby given that an extraordinary general meeting of members will be held at the Club Room on Monday, May 10, at 8 p.m. By order, C. H. Burgess, Secretary. [459, 548, 566, 585]
paragraph: The box plan for Madame Melba's concert is now open at Collier's, and many seats have already been booked. Melba will be supported by an exceptionally strong company. [231, 863, 338, 900]
section-heading: MASKELYNE AND DEVANT'S MYSTERIES. [239, 662, 330, 679]
